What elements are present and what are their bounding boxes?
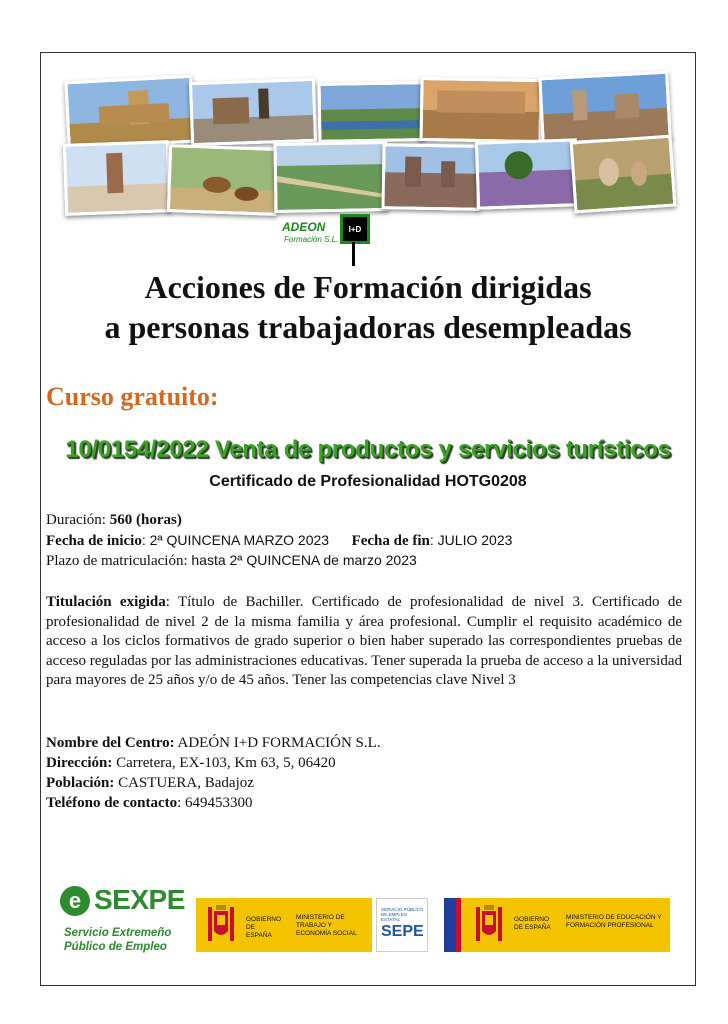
dates-line: [46, 530, 512, 551]
adeon-logo-box: I+D: [340, 214, 370, 244]
start-label: Fecha de inicio: [46, 533, 142, 549]
coat-of-arms-icon: [204, 903, 238, 947]
center-phone-line: [46, 793, 253, 813]
center-town-line: [46, 773, 254, 793]
start-value: : 2ª QUINCENA MARZO 2023: [141, 532, 330, 548]
photo-deer: [167, 144, 279, 216]
photo-river: [317, 81, 424, 143]
certificate-label: Certificado de Profesionalidad HOTG0208: [209, 473, 527, 490]
page-title-line1: Acciones de Formación dirigidas: [144, 269, 592, 305]
center-phone-value: : 649453300: [177, 795, 253, 811]
requirements-label: Titulación exigida: [46, 594, 166, 610]
ministry-labour-logo: [196, 898, 372, 952]
center-address-value: Carretera, EX-103, Km 63, 5, 06420: [112, 755, 336, 771]
free-course-label: Curso gratuito:: [46, 382, 219, 411]
adeon-logo-name: ADEON: [282, 220, 326, 234]
adeon-logo: [282, 212, 392, 274]
adeon-logo-tail: [352, 242, 355, 266]
photo-theatre: [419, 77, 542, 143]
sexpe-sub-line2: Público de Empleo: [64, 941, 167, 953]
photo-castle: [64, 75, 195, 150]
photo-birds: [570, 135, 677, 214]
sepe-word: SEPE: [381, 923, 424, 940]
course-title: 10/0154/2022 Venta de productos y servicios turísticos: [65, 436, 671, 463]
center-town-value: CASTUERA, Badajoz: [114, 775, 254, 791]
requirements-text: : Título de Bachiller. Certificado de profesionalidad de nivel 3. Certificado de profesionalidad de nivel 2 de la misma familia y área profesional. Cumplir el requisito académico de acceso a los ciclos formativos de grado superior o bien haber superado las correspondientes pruebas de acceso reguladas por las administraciones educativas. Tener superada la prueba de acceso a la universidad para mayores de 25 años y/o de 45 años. Tener las competencias clave Nivel 3: [46, 594, 682, 689]
center-address-label: Dirección:: [46, 755, 113, 771]
center-name-label: Nombre del Centro:: [46, 735, 175, 751]
enrollment-value: hasta 2ª QUINCENA de marzo 2023: [191, 552, 417, 568]
sexpe-logo: [60, 884, 190, 964]
photo-plaza: [189, 78, 317, 146]
photo-collage: [60, 68, 672, 218]
sepe-small-label: SERVICIO PÚBLICO DE EMPLEO ESTATAL: [381, 907, 424, 922]
center-phone-label: Teléfono de contacto: [46, 795, 178, 811]
sexpe-subtitle: [64, 926, 171, 954]
sepe-logo: [376, 898, 428, 952]
gov-label-2: GOBIERNO DE ESPAÑA: [514, 916, 551, 931]
end-value: : JULIO 2023: [429, 532, 513, 548]
duration-line: [46, 510, 182, 530]
page-title-line2: a personas trabajadoras desempleadas: [104, 309, 632, 345]
center-town-label: Población:: [46, 775, 115, 791]
ministry-education-logo: [444, 898, 670, 952]
photo-landscape: [273, 141, 388, 213]
duration-value: 560 (horas): [109, 512, 182, 528]
sexpe-sub-line1: Servicio Extremeño: [64, 927, 172, 939]
coat-of-arms-icon: [472, 903, 506, 947]
end-label: Fecha de fin: [351, 533, 430, 549]
ministry-label-1: MINISTERIO DE TRABAJO Y ECONOMÍA SOCIAL: [296, 914, 357, 937]
sexpe-word: SEXPE: [94, 884, 185, 915]
center-address-line: [46, 753, 336, 773]
center-name-value: ADEÓN I+D FORMACIÓN S.L.: [174, 735, 381, 751]
duration-label: Duración:: [46, 512, 106, 528]
enrollment-label: Plazo de matriculación:: [46, 553, 188, 569]
enrollment-line: [46, 550, 417, 571]
center-name-line: [46, 733, 381, 753]
requirements-paragraph: [46, 593, 682, 691]
photo-fortress: [381, 143, 480, 211]
photo-town: [538, 71, 671, 146]
flag-stripe: [456, 898, 461, 952]
photo-church: [63, 140, 171, 216]
sexpe-e-icon: e: [60, 886, 90, 916]
adeon-logo-sub: Formación S.L.: [284, 235, 339, 244]
ministry-label-2: MINISTERIO DE EDUCACIÓN Y FORMACIÓN PROFESIONAL: [566, 914, 662, 929]
eu-flag-icon: [444, 898, 456, 952]
photo-meadow: [475, 138, 579, 210]
gov-label-1: GOBIERNO DE ESPAÑA: [246, 916, 282, 939]
